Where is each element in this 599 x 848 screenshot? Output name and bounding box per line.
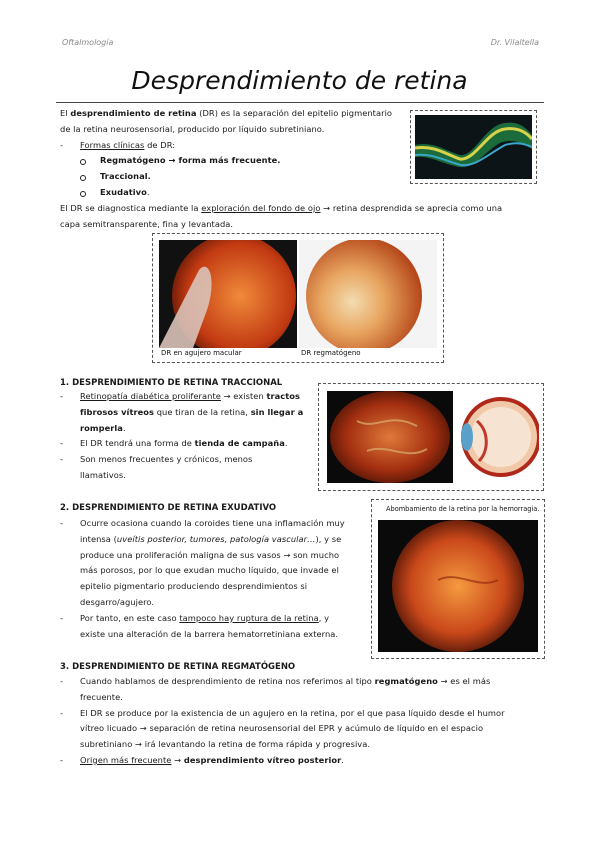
s2-bullet-1: - Ocurre ocasiona cuando la coroides tiene una inflamación muy (60, 518, 345, 528)
text: (DR) es la separación del epitelio pigmentario (196, 108, 393, 118)
type-item: Regmatógeno → forma más frecuente. (60, 153, 405, 169)
s1-bullet-3-cont: llamativos. (80, 469, 126, 480)
diagnosis-text (60, 201, 550, 233)
section-2-body (60, 516, 370, 642)
intro-line-1 (60, 106, 405, 122)
eye-diagram-image (459, 391, 539, 483)
section-2-heading: 2. DESPRENDIMIENTO DE RETINA EXUDATIVO (60, 503, 277, 513)
fundus-figure (152, 233, 444, 363)
oct-scan-image (415, 115, 532, 179)
page-title: Desprendimiento de retina (131, 66, 468, 95)
s3-line: frecuente. (80, 691, 123, 702)
type-item: Exudativo. (60, 185, 405, 201)
s3-bullet-1: - Cuando hablamos de desprendimiento de retina nos referimos al tipo regmatógeno → es el más (60, 676, 491, 686)
s2-line: desgarro/agujero. (80, 596, 155, 607)
text: → retina desprendida se aprecia como una (320, 203, 503, 213)
intro-line-2: de la retina neurosensorial, producido por líquido subretiniano. (60, 123, 325, 134)
fundus-macular-hole-image (159, 240, 297, 348)
fundus-rhegmatogenous-image (299, 240, 437, 348)
formas-label: Formas clínicas (80, 139, 145, 150)
s3-bullet-3: - Origen más frecuente → desprendimiento vítreo posterior. (60, 754, 344, 765)
s1-bullet-1: - Retinopatía diabética proliferante → existen tractos (60, 391, 300, 401)
s2-line: produce una proliferación maligna de sus vasos → son mucho (80, 549, 340, 560)
s1-bullet-2: - El DR tendrá una forma de tienda de campaña. (60, 438, 288, 449)
section-1-heading: 1. DESPRENDIMIENTO DE RETINA TRACCIONAL (60, 378, 283, 388)
s2-line: más porosos, por lo que exudan mucho líquido, que invade el (80, 565, 339, 576)
fundus-diabetic-image (327, 391, 453, 483)
diag-line-1 (60, 201, 550, 217)
s1-bullet-1-cont: fibrosos vítreos que tiran de la retina, sin llegar a (80, 406, 304, 417)
s2-line: intensa (uveítis posterior, tumores, patología vascular…), y se (80, 533, 342, 544)
s2-line: epitelio pigmentario produciendo desprendimientos si (80, 581, 308, 592)
section-3-heading: 3. DESPRENDIMIENTO DE RETINA REGMATÓGENO (60, 662, 296, 672)
section-3-body (60, 674, 550, 769)
text: El DR se diagnostica mediante la (60, 203, 202, 213)
s1-bullet-1-cont: romperla. (80, 422, 126, 433)
diag-line-2: capa semitransparente, fina y levantada. (60, 218, 234, 229)
exudative-caption: Abombamiento de la retina por la hemorragia. (386, 505, 540, 513)
title-rule (56, 102, 544, 103)
intro-block (60, 106, 405, 201)
section-1-body (60, 389, 322, 484)
formas-bullet: - Formas clínicas de DR: (60, 139, 176, 150)
caption-rhegmatogenous: DR regmatógeno (301, 349, 361, 357)
text-underlined: exploración del fondo de ojo (201, 203, 321, 213)
type-item: Traccional. (60, 169, 405, 185)
s2-line: existe una alteración de la barrera hematorretiniana externa. (80, 628, 339, 639)
header-author: Dr. Vilaltella (490, 38, 539, 47)
text-bold: desprendimiento de retina (70, 108, 197, 118)
text: de DR: (144, 139, 176, 150)
caption-macular-hole: DR en agujero macular (161, 349, 242, 357)
oct-figure (410, 110, 537, 184)
s1-bullet-3: - Son menos frecuentes y crónicos, menos (60, 454, 253, 465)
s3-line: subretiniano → irá levantando la retina de forma rápida y progresiva. (80, 739, 371, 750)
header-subject: Oftalmología (62, 38, 114, 47)
fundus-exudative-image (378, 520, 538, 652)
text: El (60, 108, 71, 118)
s3-bullet-2: - El DR se produce por la existencia de un agujero en la retina, por el que pasa líquido desde el humor (60, 707, 505, 718)
s2-bullet-2: - Por tanto, en este caso tampoco hay ruptura de la retina, y (60, 612, 330, 623)
s3-line: vítreo licuado → separación de retina neurosensorial del EPR y acúmulo de líquido en el espacio (80, 723, 484, 734)
exudative-figure (371, 499, 545, 659)
traction-figure (318, 383, 544, 491)
